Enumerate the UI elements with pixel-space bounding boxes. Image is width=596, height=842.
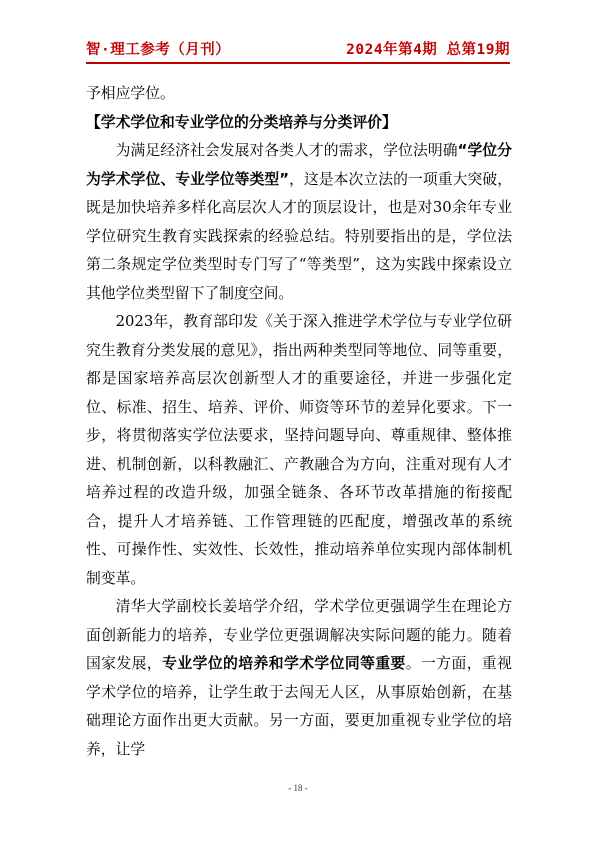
- paragraph-2: 2023年，教育部印发《关于深入推进学术学位与专业学位研究生教育分类发展的意见》，指出两种类型同等地位、同等重要，都是国家培养高层次创新型人才的重要途径，并进一步强化定位、标准、招生、培养、评价、师资等环节的差异化要求。下一步，将贯彻落实学位法要求，坚持问题导向、尊重规律、整体推进、机制创新，以科教融汇、产教融合为方向，注重对现有人才培养过程的改造升级，加强全链条、各环节改革措施的衔接配合，提升人才培养链、工作管理链的匹配度，增强改革的系统性、可操作性、实效性、长效性，推动培养单位实现内部体制机制变革。: [86, 313, 512, 587]
- paragraph-1-text-a: 为满足经济社会发展对各类人才的需求，学位法明确: [115, 142, 458, 159]
- paragraph-3-text-a: 清华大学副校长姜培学介绍，学术学位更强调学生在理论方面创新能力的培养，专业学位更强调解决实际问题的能力。随着国家发展，: [86, 598, 512, 672]
- article-body: [86, 80, 512, 764]
- paragraph-3-text-b: 。一方面，重视学术学位的培养，让学生敢于去闯无人区，从事原始创新，在基础理论方面作出更大贡献。另一方面，要更加重视专业学位的培养，让学: [86, 655, 512, 758]
- header-rule: [86, 62, 510, 64]
- paragraph-1: [86, 137, 512, 308]
- paragraph-3: [86, 593, 512, 764]
- paragraph-continued: 予相应学位。: [86, 85, 175, 102]
- paragraph-3-emphasis: 专业学位的培养和学术学位同等重要: [162, 655, 406, 672]
- section-heading: 【学术学位和专业学位的分类培养与分类评价】: [86, 113, 397, 131]
- journal-title: 智·理工参考（月刊）: [86, 42, 231, 58]
- paragraph-1-text-b: ，这是本次立法的一项重大突破，既是加快培养多样化高层次人才的顶层设计，也是对30余年专业学位研究生教育实践探索的经验总结。特别要指出的是，学位法第二条规定学位类型时专门写了“等类型”，这为实践中探索设立其他学位类型留下了制度空间。: [86, 170, 512, 302]
- issue-number: 2024年第4期 总第19期: [346, 42, 510, 58]
- paragraph-1-emphasis: “学位分为学术学位、专业学位等类型”: [86, 142, 512, 188]
- running-header: [86, 38, 510, 62]
- page-number: - 18 -: [288, 783, 308, 793]
